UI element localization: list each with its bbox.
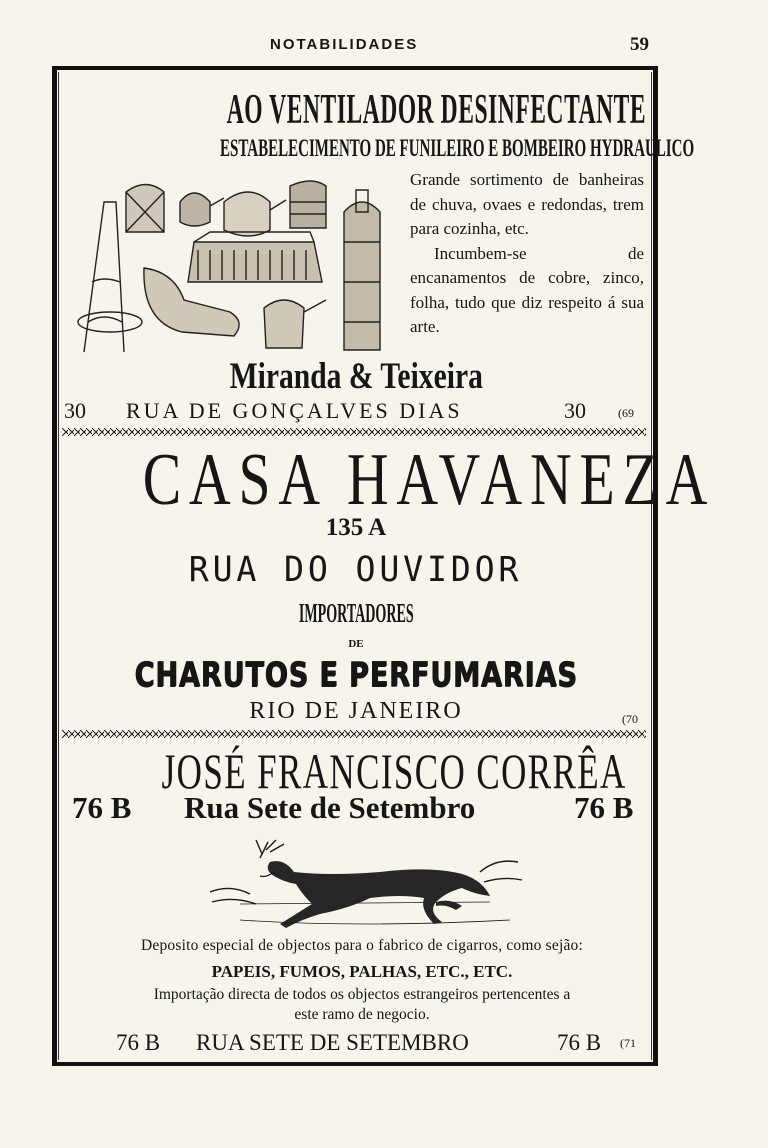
ad3-footer-number-left: 76 B: [116, 1030, 161, 1055]
ad3-number-right: 76 B: [574, 790, 634, 825]
ad1-address-number-left: 30: [64, 398, 86, 423]
ad3-line-4: este ramo de negocio.: [294, 1006, 430, 1023]
ad2-goods: CHARUTOS E PERFUMARIAS: [134, 655, 578, 695]
ad3-merchant-name: JOSÉ FRANCISCO CORRÊA: [161, 743, 627, 799]
ad2-reference: (70: [622, 712, 638, 726]
ad1-firm-name: Miranda & Teixeira: [229, 356, 483, 397]
ad1-description-2: Incumbem-se de encanamentos de cobre, zinco, folha, tudo que diz respeito á sua arte.: [410, 243, 644, 336]
ad2-de: DE: [348, 638, 364, 650]
ad1-subtitle: ESTABELECIMENTO DE FUNILEIRO E BOMBEIRO HYDRAULICO: [220, 135, 695, 162]
ad1-description-1: Grande sortimento de banheiras de chuva, ovaes e redondas, trem para cozinha, etc.: [410, 170, 644, 238]
ad3-reference: (71: [620, 1036, 636, 1050]
ad3-line-1: Deposito especial de objectos para o fabrico de cigarros, como sejão:: [140, 937, 584, 954]
page-number: 59: [630, 34, 649, 55]
ad3-footer-street: RUA SETE DE SETEMBRO: [196, 1030, 469, 1055]
ad3-street: Rua Sete de Setembro: [184, 790, 476, 825]
ad1-shop-name: AO VENTILADOR DESINFECTANTE: [226, 87, 647, 133]
divider-2: [62, 730, 646, 738]
ad2-importers: IMPORTADORES: [298, 598, 414, 628]
ad2-shop-name: CASA HAVANEZA: [142, 439, 716, 521]
leaping-deer-illustration: [200, 832, 530, 932]
ad1-address: [64, 398, 648, 426]
ad1-address-street: RUA DE GONÇALVES DIAS: [126, 398, 463, 423]
ad3-number-left: 76 B: [72, 790, 132, 825]
metalware-illustration: [64, 172, 404, 358]
ad1-reference: (69: [618, 406, 634, 420]
divider-1: [62, 428, 646, 436]
ad1-description: [410, 168, 644, 340]
ad3-footer-number-right: 76 B: [557, 1030, 602, 1055]
ad2-street-number: 135 A: [325, 514, 387, 541]
ad3-footer-address: [72, 1030, 648, 1056]
ad3-address: [72, 790, 648, 830]
ad3-line-3: Importação directa de todos os objectos estrangeiros pertencentes a: [153, 986, 571, 1003]
ad3-line-2: PAPEIS, FUMOS, PALHAS, ETC., ETC.: [211, 962, 513, 981]
ad2-street: RUA DO OUVIDOR: [189, 550, 523, 590]
running-title: NOTABILIDADES: [270, 36, 419, 53]
page-header: [0, 36, 768, 58]
ad2-city: RIO DE JANEIRO: [249, 698, 463, 724]
ad1-address-number-right: 30: [564, 398, 586, 423]
